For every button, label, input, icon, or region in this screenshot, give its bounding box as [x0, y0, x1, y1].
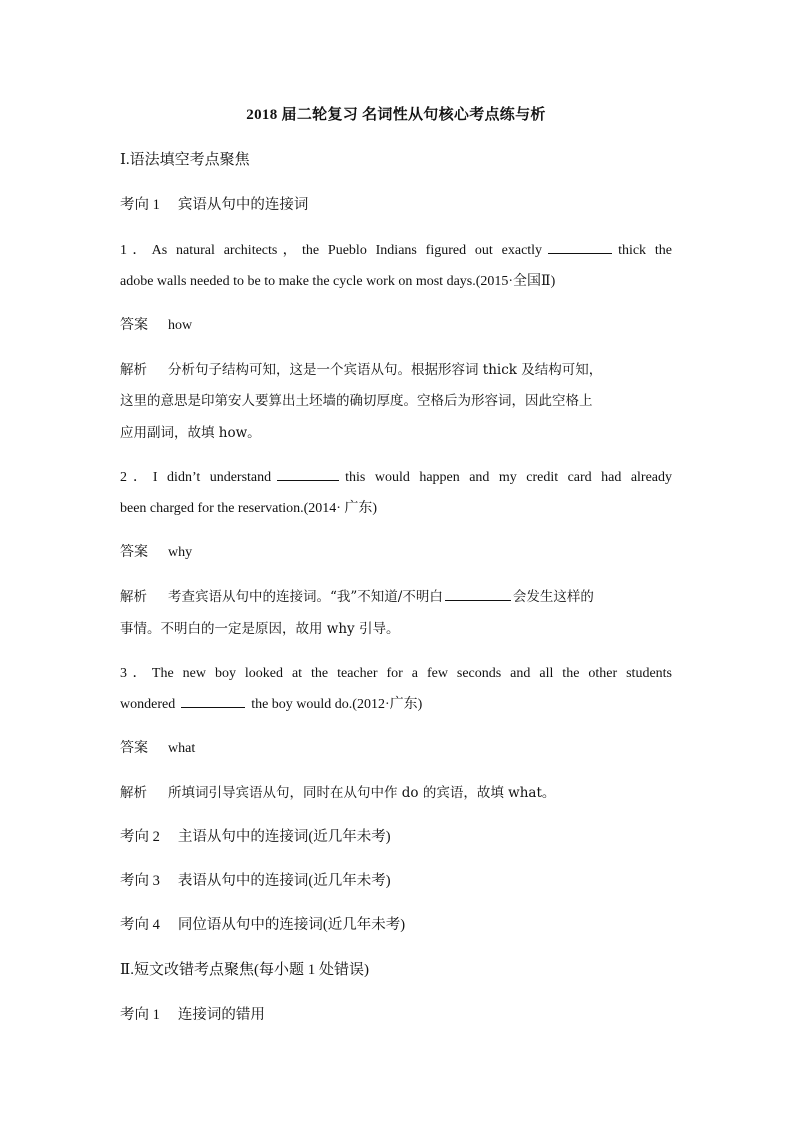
answer-blank — [548, 241, 612, 254]
topic-label: 考向 4 — [120, 917, 160, 933]
q1-analysis-line1 — [120, 358, 602, 378]
answer-value: how — [168, 318, 193, 333]
topic-text: 连接词的错用 — [177, 1007, 265, 1023]
section2-heading: Ⅱ.短文改错考点聚焦(每小题 1 处错误) — [120, 962, 369, 978]
page-title: 2018 届二轮复习 名词性从句核心考点练与析 — [246, 107, 546, 123]
topic-text: 宾语从句中的连接词 — [177, 197, 309, 213]
topic4-heading — [120, 913, 405, 934]
answer-blank — [445, 588, 511, 601]
answer-label: 答案 — [120, 545, 148, 560]
analysis-text: 所填词引导宾语从句，同时在从句中作 do 的宾语，故填 what。 — [168, 785, 556, 801]
q2-line2: been charged for the reservation.(2014· 广东) — [120, 501, 378, 516]
q2-text-a: 2．I didn’t understand — [120, 470, 272, 485]
q1-analysis-line3: 应用副词，故填 how。 — [120, 425, 261, 441]
q1-text-a: 1．As natural architects，the Pueblo Indians figured out exactly — [120, 243, 543, 258]
topic-label: 考向 2 — [120, 829, 160, 845]
q1-analysis-line2: 这里的意思是印第安人要算出土坯墙的确切厚度。空格后为形容词，因此空格上 — [120, 393, 593, 409]
answer-label: 答案 — [120, 318, 148, 333]
q1-text-b: thick the — [618, 243, 672, 258]
q1-line1 — [120, 239, 672, 259]
q3-text-a: wondered — [120, 697, 176, 712]
analysis-text-a: 考查宾语从句中的连接词。“我”不知道/不明白 — [168, 589, 443, 605]
q3-line2 — [120, 693, 422, 713]
q2-analysis-line1 — [120, 585, 594, 605]
topic-text: 主语从句中的连接词(近几年未考) — [177, 829, 391, 845]
analysis-text-b: 会发生这样的 — [512, 589, 594, 605]
q3-analysis-line1 — [120, 781, 555, 801]
q2-analysis-line2: 事情。不明白的一定是原因，故用 why 引导。 — [120, 621, 400, 637]
q2-text-b: this would happen and my credit card had already — [345, 470, 673, 485]
answer-value: why — [168, 545, 193, 560]
q3-text-b: the boy would do.(2012·广东) — [251, 697, 423, 712]
section2-topic1-heading — [120, 1003, 265, 1024]
q1-line2: adobe walls needed to be to make the cycle work on most days.(2015·全国Ⅱ) — [120, 274, 556, 289]
topic1-heading — [120, 193, 308, 214]
topic-label: 考向 3 — [120, 873, 160, 889]
q2-answer — [120, 541, 192, 561]
topic3-heading — [120, 869, 391, 890]
q1-answer — [120, 314, 192, 334]
topic-text: 同位语从句中的连接词(近几年未考) — [177, 917, 406, 933]
analysis-text: 分析句子结构可知，这是一个宾语从句。根据形容词 thick 及结构可知， — [168, 362, 603, 378]
analysis-label: 解析 — [120, 589, 147, 605]
analysis-label: 解析 — [120, 785, 147, 801]
topic-label: 考向 1 — [120, 197, 160, 213]
section1-heading: Ⅰ.语法填空考点聚焦 — [120, 152, 250, 168]
answer-label: 答案 — [120, 741, 148, 756]
topic2-heading — [120, 825, 391, 846]
answer-value: what — [168, 741, 196, 756]
answer-blank — [181, 695, 245, 708]
topic-text: 表语从句中的连接词(近几年未考) — [177, 873, 391, 889]
answer-blank — [277, 468, 339, 481]
analysis-label: 解析 — [120, 362, 147, 378]
q3-answer — [120, 737, 195, 757]
topic-label: 考向 1 — [120, 1007, 160, 1023]
q2-line1 — [120, 466, 672, 486]
q3-line1: 3．The new boy looked at the teacher for a few seconds and all the other students — [120, 666, 672, 681]
